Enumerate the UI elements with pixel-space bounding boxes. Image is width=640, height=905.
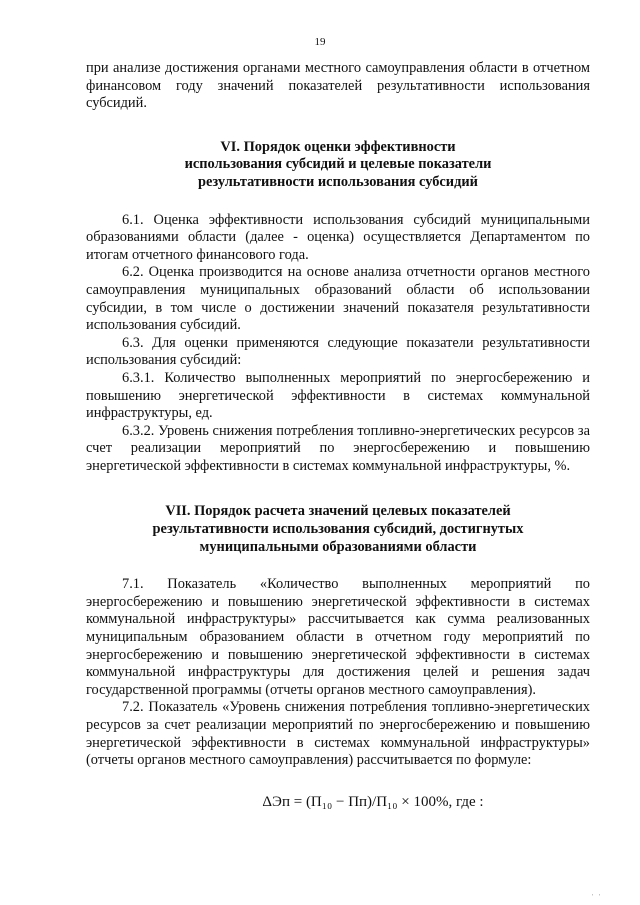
section-7-title-line: VII. Порядок расчета значений целевых показателей	[165, 503, 511, 520]
paragraph-6-3: 6.3. Для оценки применяются следующие показатели результативности использования субсидий:	[86, 334, 590, 369]
footer-mark: ' '	[591, 893, 602, 901]
section-6-title-line: результативности использования субсидий	[198, 173, 478, 190]
paragraph-6-3-2: 6.3.2. Уровень снижения потребления топливно-энергетических ресурсов за счет реализации мероприятий по энергосбережению и повышению энергетической эффективности в системах коммунальной инфраструктуры, %.	[86, 422, 590, 474]
section-7-title-line: муниципальными образованиями области	[199, 538, 477, 555]
section-6-title-line: использования субсидий и целевые показатели	[184, 156, 492, 173]
formula: ΔЭп = (П₁₀ − Пп)/П₁₀ × 100%, где :	[262, 793, 484, 810]
section-7-title-line: результативности использования субсидий, достигнутых	[152, 521, 524, 538]
intro-paragraph: при анализе достижения органами местного самоуправления области в отчетном финансовом году значений показателей результативности использования субсидий.	[86, 60, 590, 112]
section-7-heading	[86, 503, 590, 556]
page-number: 19	[314, 36, 326, 48]
document-body	[86, 60, 590, 811]
paragraph-7-2: 7.2. Показатель «Уровень снижения потребления топливно-энергетических ресурсов за счет реализации мероприятий по энергосбережению и повышению энергетической эффективности в системах коммунальной инфраструктуры» (отчеты органов местного самоуправления) рассчитывается по формуле:	[86, 699, 590, 769]
paragraph-6-2: 6.2. Оценка производится на основе анализа отчетности органов местного самоуправления муниципальных образований области об использовании субсидии, в том числе о достижении значений показателя результативности использования субсидий.	[86, 264, 590, 334]
paragraph-7-1: 7.1. Показатель «Количество выполненных мероприятий по энергосбережению и повышению энергетической эффективности в системах коммунальной инфраструктуры» рассчитывается как сумма реализованных муниципальным образованием области в отчетном году мероприятий по энергосбережению и повышению энергетической эффективности в системах коммунальной инфраструктуры для достижения целей и решения задач государственной программы (отчеты органов местного самоуправления).	[86, 576, 590, 698]
paragraph-6-3-1: 6.3.1. Количество выполненных мероприятий по энергосбережению и повышению энергетической эффективности в системах коммунальной инфраструктуры, ед.	[86, 369, 590, 422]
paragraph-6-1: 6.1. Оценка эффективности использования субсидий муниципальными образованиями области (далее - оценка) осуществляется Департаментом по итогам отчетного финансового года.	[86, 211, 590, 263]
section-6-title-line: VI. Порядок оценки эффективности	[220, 138, 456, 155]
section-6-heading	[86, 139, 590, 192]
